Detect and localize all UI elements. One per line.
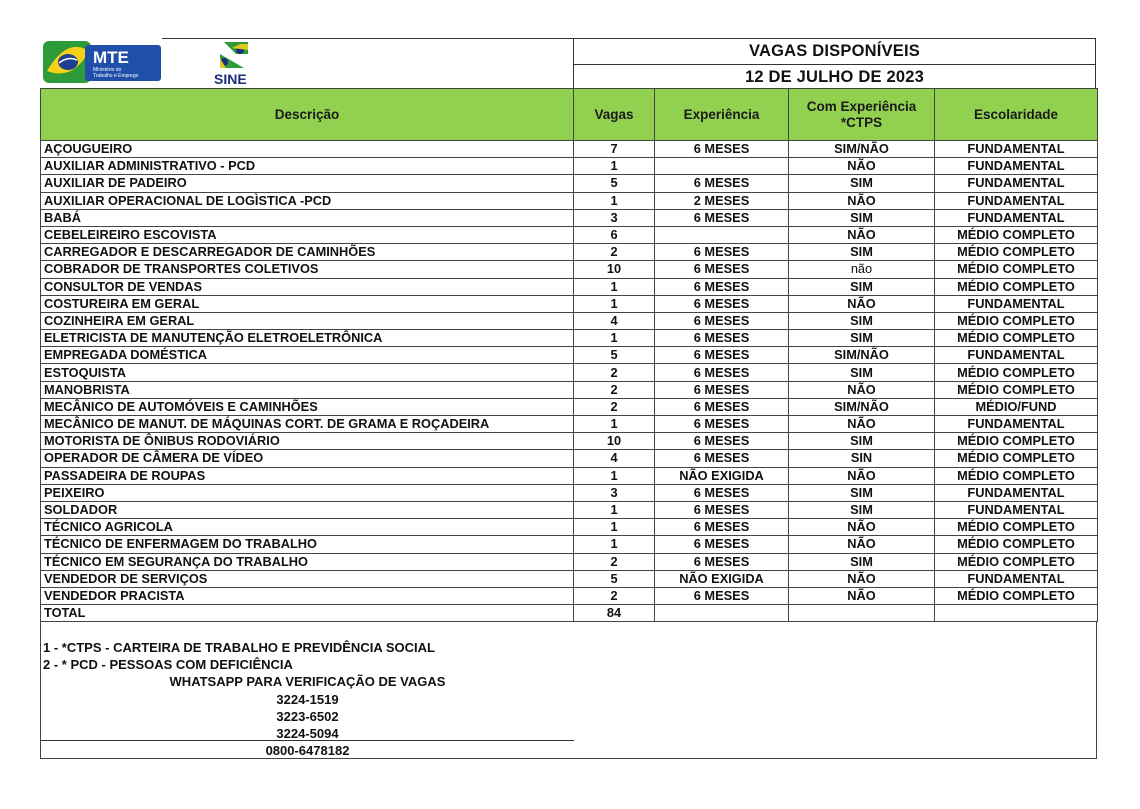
column-header-ctps-line2: *CTPS <box>840 114 883 130</box>
cell-descricao: CARREGADOR E DESCARREGADOR DE CAMINHÕES <box>41 244 574 261</box>
cell-escolaridade: MÉDIO COMPLETO <box>935 433 1098 450</box>
cell-vagas: 5 <box>574 570 655 587</box>
cell-experiencia: 2 MESES <box>655 192 789 209</box>
cell-experiencia: 6 MESES <box>655 364 789 381</box>
cell-vagas: 1 <box>574 295 655 312</box>
cell-descricao: AÇOUGUEIRO <box>41 141 574 158</box>
footer-divider <box>41 740 574 741</box>
cell-descricao: TÉCNICO EM SEGURANÇA DO TRABALHO <box>41 553 574 570</box>
cell-descricao: CEBELEIREIRO ESCOVISTA <box>41 226 574 243</box>
column-header-descricao: Descrição <box>41 89 574 141</box>
whatsapp-number: 3224-1519 <box>276 692 339 707</box>
sine-logo <box>210 40 260 90</box>
cell-descricao: ESTOQUISTA <box>41 364 574 381</box>
cell-ctps: NÃO <box>789 226 935 243</box>
toll-free-number: 0800-6478182 <box>265 743 350 758</box>
cell-experiencia: 6 MESES <box>655 398 789 415</box>
cell-ctps: não <box>789 261 935 278</box>
cell-descricao: MOTORISTA DE ÔNIBUS RODOVIÁRIO <box>41 433 574 450</box>
cell-vagas: 2 <box>574 364 655 381</box>
cell-vagas: 1 <box>574 467 655 484</box>
cell-escolaridade: MÉDIO COMPLETO <box>935 381 1098 398</box>
logos-area <box>40 38 573 88</box>
table-header-row <box>41 89 1098 141</box>
cell-escolaridade: MÉDIO COMPLETO <box>935 226 1098 243</box>
cell-ctps: SIM <box>789 433 935 450</box>
cell-descricao: PEIXEIRO <box>41 484 574 501</box>
cell-ctps: SIM <box>789 484 935 501</box>
cell-escolaridade: MÉDIO COMPLETO <box>935 467 1098 484</box>
cell-ctps: NÃO <box>789 519 935 536</box>
table-row <box>41 330 1098 347</box>
cell-experiencia: 6 MESES <box>655 141 789 158</box>
table-row <box>41 587 1098 604</box>
note-ctps: 1 - *CTPS - CARTEIRA DE TRABALHO E PREVIDÊNCIA SOCIAL <box>43 640 435 655</box>
svg-text:Ministério do: Ministério do <box>93 67 122 73</box>
table-row <box>41 416 1098 433</box>
cell-escolaridade: FUNDAMENTAL <box>935 416 1098 433</box>
cell-escolaridade: MÉDIO COMPLETO <box>935 536 1098 553</box>
cell-experiencia: NÃO EXIGIDA <box>655 570 789 587</box>
cell-ctps: SIM <box>789 244 935 261</box>
cell-experiencia: 6 MESES <box>655 347 789 364</box>
cell-vagas: 1 <box>574 192 655 209</box>
cell-escolaridade: FUNDAMENTAL <box>935 141 1098 158</box>
cell-escolaridade: MÉDIO COMPLETO <box>935 450 1098 467</box>
sine-logo-text: SINE <box>214 71 247 87</box>
cell-ctps: SIN <box>789 450 935 467</box>
cell-vagas: 4 <box>574 312 655 329</box>
table-row <box>41 364 1098 381</box>
table-row <box>41 278 1098 295</box>
cell-descricao: AUXILIAR ADMINISTRATIVO - PCD <box>41 158 574 175</box>
table-row <box>41 244 1098 261</box>
table-row <box>41 175 1098 192</box>
svg-text:Trabalho e Emprego: Trabalho e Emprego <box>93 73 139 79</box>
table-row <box>41 381 1098 398</box>
column-header-vagas: Vagas <box>574 89 655 141</box>
cell-experiencia: 6 MESES <box>655 553 789 570</box>
cell-vagas: 3 <box>574 484 655 501</box>
table-row <box>41 226 1098 243</box>
cell-experiencia: 6 MESES <box>655 501 789 518</box>
cell-ctps: SIM <box>789 501 935 518</box>
cell-escolaridade: MÉDIO COMPLETO <box>935 261 1098 278</box>
cell-experiencia: 6 MESES <box>655 278 789 295</box>
cell-descricao: VENDEDOR DE SERVIÇOS <box>41 570 574 587</box>
cell-experiencia: 6 MESES <box>655 295 789 312</box>
cell-experiencia: 6 MESES <box>655 244 789 261</box>
cell-ctps: SIM/NÃO <box>789 347 935 364</box>
cell-ctps: SIM <box>789 364 935 381</box>
cell-vagas: 2 <box>574 587 655 604</box>
title-box <box>573 38 1096 88</box>
cell-experiencia: 6 MESES <box>655 416 789 433</box>
cell-escolaridade: MÉDIO COMPLETO <box>935 278 1098 295</box>
cell-experiencia: 6 MESES <box>655 484 789 501</box>
page-date: 12 DE JULHO DE 2023 <box>574 64 1095 90</box>
cell-escolaridade: FUNDAMENTAL <box>935 501 1098 518</box>
cell-descricao: MECÂNICO DE AUTOMÓVEIS E CAMINHÕES <box>41 398 574 415</box>
cell-descricao: TÉCNICO AGRICOLA <box>41 519 574 536</box>
table-row <box>41 347 1098 364</box>
cell-descricao: PASSADEIRA DE ROUPAS <box>41 467 574 484</box>
cell-ctps: SIM <box>789 330 935 347</box>
cell-ctps: NÃO <box>789 570 935 587</box>
cell-vagas: 1 <box>574 519 655 536</box>
whatsapp-number: 3224-5094 <box>276 726 339 741</box>
page-title: VAGAS DISPONÍVEIS <box>749 42 920 60</box>
table-row <box>41 295 1098 312</box>
table-row <box>41 536 1098 553</box>
table-row <box>41 261 1098 278</box>
column-header-ctps <box>789 89 935 141</box>
cell-escolaridade: MÉDIO/FUND <box>935 398 1098 415</box>
cell-vagas: 2 <box>574 244 655 261</box>
cell-vagas: 5 <box>574 347 655 364</box>
cell-vagas: 1 <box>574 158 655 175</box>
total-empty-cell <box>935 605 1098 622</box>
cell-experiencia: 6 MESES <box>655 519 789 536</box>
cell-experiencia: 6 MESES <box>655 536 789 553</box>
cell-descricao: CONSULTOR DE VENDAS <box>41 278 574 295</box>
vacancies-table <box>40 88 1098 622</box>
cell-escolaridade: FUNDAMENTAL <box>935 347 1098 364</box>
note-pcd: 2 - * PCD - PESSOAS COM DEFICIÊNCIA <box>43 657 293 672</box>
cell-vagas: 2 <box>574 398 655 415</box>
cell-experiencia: 6 MESES <box>655 261 789 278</box>
cell-descricao: AUXILIAR DE PADEIRO <box>41 175 574 192</box>
cell-descricao: BABÁ <box>41 209 574 226</box>
cell-vagas: 10 <box>574 261 655 278</box>
table-body <box>41 141 1098 605</box>
cell-ctps: SIM <box>789 312 935 329</box>
cell-ctps: SIM <box>789 209 935 226</box>
cell-ctps: SIM/NÃO <box>789 398 935 415</box>
cell-descricao: SOLDADOR <box>41 501 574 518</box>
table-row <box>41 553 1098 570</box>
cell-vagas: 1 <box>574 416 655 433</box>
cell-experiencia: 6 MESES <box>655 175 789 192</box>
cell-ctps: NÃO <box>789 536 935 553</box>
cell-ctps: SIM <box>789 553 935 570</box>
cell-experiencia: 6 MESES <box>655 312 789 329</box>
total-empty-cell <box>789 605 935 622</box>
mte-logo <box>43 41 161 83</box>
cell-descricao: EMPREGADA DOMÉSTICA <box>41 347 574 364</box>
cell-vagas: 1 <box>574 501 655 518</box>
cell-experiencia: 6 MESES <box>655 450 789 467</box>
cell-ctps: NÃO <box>789 416 935 433</box>
cell-escolaridade: FUNDAMENTAL <box>935 158 1098 175</box>
cell-ctps: SIM <box>789 175 935 192</box>
cell-ctps: NÃO <box>789 192 935 209</box>
cell-ctps: NÃO <box>789 381 935 398</box>
table-row <box>41 433 1098 450</box>
header-top-rule <box>162 38 573 39</box>
cell-experiencia: 6 MESES <box>655 330 789 347</box>
cell-escolaridade: MÉDIO COMPLETO <box>935 587 1098 604</box>
table-row <box>41 312 1098 329</box>
cell-escolaridade: FUNDAMENTAL <box>935 209 1098 226</box>
table-row <box>41 519 1098 536</box>
cell-descricao: TÉCNICO DE ENFERMAGEM DO TRABALHO <box>41 536 574 553</box>
cell-escolaridade: MÉDIO COMPLETO <box>935 244 1098 261</box>
table-row <box>41 158 1098 175</box>
column-header-escolaridade: Escolaridade <box>935 89 1098 141</box>
cell-descricao: COBRADOR DE TRANSPORTES COLETIVOS <box>41 261 574 278</box>
cell-escolaridade: FUNDAMENTAL <box>935 484 1098 501</box>
cell-experiencia: 6 MESES <box>655 587 789 604</box>
cell-experiencia <box>655 158 789 175</box>
table-row <box>41 484 1098 501</box>
table-row <box>41 192 1098 209</box>
mte-logo-text: MTE <box>93 48 129 67</box>
column-header-experiencia: Experiência <box>655 89 789 141</box>
cell-descricao: MANOBRISTA <box>41 381 574 398</box>
cell-vagas: 10 <box>574 433 655 450</box>
cell-escolaridade: FUNDAMENTAL <box>935 570 1098 587</box>
cell-escolaridade: FUNDAMENTAL <box>935 192 1098 209</box>
whatsapp-label: WHATSAPP PARA VERIFICAÇÃO DE VAGAS <box>169 674 446 689</box>
cell-vagas: 2 <box>574 381 655 398</box>
total-label: TOTAL <box>41 605 574 622</box>
table-row <box>41 467 1098 484</box>
column-header-ctps-line1: Com Experiência <box>806 98 917 114</box>
table-row <box>41 570 1098 587</box>
cell-vagas: 1 <box>574 330 655 347</box>
cell-descricao: AUXILIAR OPERACIONAL DE LOGÌSTICA -PCD <box>41 192 574 209</box>
cell-escolaridade: FUNDAMENTAL <box>935 295 1098 312</box>
cell-descricao: COZINHEIRA EM GERAL <box>41 312 574 329</box>
cell-descricao: MECÂNICO DE MANUT. DE MÁQUINAS CORT. DE GRAMA E ROÇADEIRA <box>41 416 574 433</box>
cell-ctps: NÃO <box>789 467 935 484</box>
cell-descricao: ELETRICISTA DE MANUTENÇÃO ELETROELETRÔNICA <box>41 330 574 347</box>
cell-experiencia <box>655 226 789 243</box>
cell-escolaridade: MÉDIO COMPLETO <box>935 519 1098 536</box>
cell-vagas: 5 <box>574 175 655 192</box>
cell-ctps: NÃO <box>789 587 935 604</box>
cell-vagas: 6 <box>574 226 655 243</box>
cell-vagas: 1 <box>574 536 655 553</box>
cell-escolaridade: MÉDIO COMPLETO <box>935 364 1098 381</box>
cell-vagas: 1 <box>574 278 655 295</box>
table-row <box>41 450 1098 467</box>
cell-escolaridade: FUNDAMENTAL <box>935 175 1098 192</box>
cell-escolaridade: MÉDIO COMPLETO <box>935 553 1098 570</box>
total-vagas: 84 <box>574 605 655 622</box>
table-row <box>41 209 1098 226</box>
cell-ctps: NÃO <box>789 295 935 312</box>
total-row <box>41 605 1098 622</box>
whatsapp-number: 3223-6502 <box>276 709 339 724</box>
cell-vagas: 4 <box>574 450 655 467</box>
cell-descricao: OPERADOR DE CÂMERA DE VÍDEO <box>41 450 574 467</box>
cell-vagas: 2 <box>574 553 655 570</box>
cell-experiencia: 6 MESES <box>655 433 789 450</box>
table-row <box>41 501 1098 518</box>
cell-escolaridade: MÉDIO COMPLETO <box>935 312 1098 329</box>
cell-experiencia: 6 MESES <box>655 209 789 226</box>
cell-ctps: NÃO <box>789 158 935 175</box>
cell-descricao: VENDEDOR PRACISTA <box>41 587 574 604</box>
cell-escolaridade: MÉDIO COMPLETO <box>935 330 1098 347</box>
cell-ctps: SIM <box>789 278 935 295</box>
cell-vagas: 7 <box>574 141 655 158</box>
footer-notes <box>40 621 1097 759</box>
table-row <box>41 141 1098 158</box>
cell-ctps: SIM/NÃO <box>789 141 935 158</box>
cell-descricao: COSTUREIRA EM GERAL <box>41 295 574 312</box>
total-empty-cell <box>655 605 789 622</box>
cell-experiencia: 6 MESES <box>655 381 789 398</box>
table-row <box>41 398 1098 415</box>
cell-experiencia: NÃO EXIGIDA <box>655 467 789 484</box>
cell-vagas: 3 <box>574 209 655 226</box>
